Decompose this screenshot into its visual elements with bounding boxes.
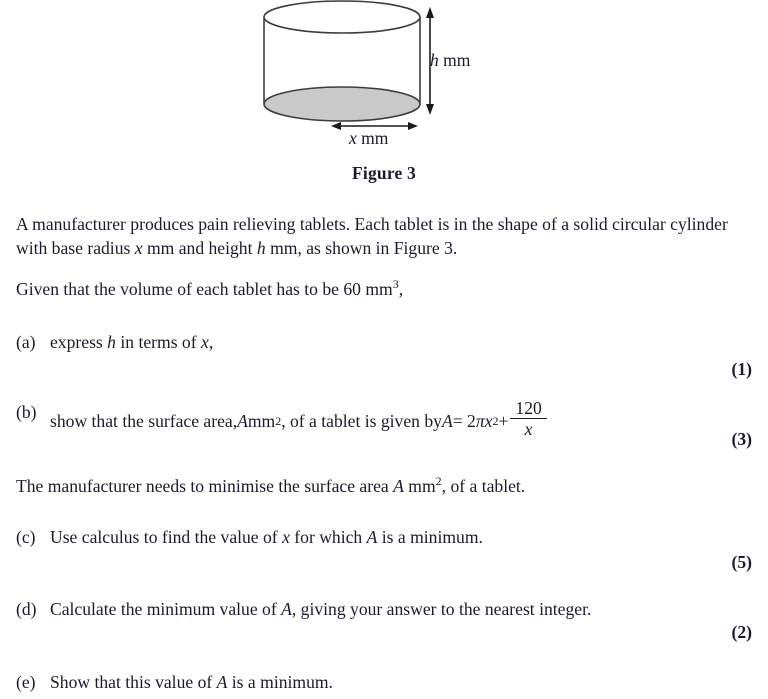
part-a-text (50, 330, 213, 354)
radius-label (349, 130, 388, 148)
question-part-e (16, 670, 333, 694)
minimise-note (16, 474, 756, 498)
part-b-text-1: show that the surface area, (50, 411, 238, 432)
figure-3-diagram (0, 0, 768, 155)
part-d-text-2: , giving your answer to the nearest integer. (291, 599, 592, 619)
height-variable: h (430, 50, 439, 70)
intro-variable-x: x (134, 238, 143, 258)
figure-caption: Figure 3 (352, 163, 416, 183)
part-d-variable-A: A (281, 599, 292, 619)
part-d-text-1: Calculate the minimum value of (50, 599, 282, 619)
minimise-superscript-2: 2 (435, 474, 442, 489)
question-part-b (16, 400, 549, 442)
minimise-text-1: The manufacturer needs to minimise the surface area (16, 476, 394, 496)
given-text: Given that the volume of each tablet has to be 60 mm (16, 279, 393, 299)
part-b-text: show that the surface area, A mm 2 , of a tablet is given by A = 2 π x 2 + $\frac{120}{x}$ (50, 400, 549, 442)
part-c-marks: (5) (731, 552, 752, 572)
intro-line-2a: cylinder with base radius (16, 214, 728, 258)
equation-variable-x: x (484, 411, 493, 432)
part-c-label: (c) (16, 527, 36, 547)
given-superscript: 3 (392, 277, 399, 292)
given-volume-statement (16, 277, 756, 301)
part-e-text (50, 670, 333, 694)
intro-line-2c: mm, as shown in Figure 3. (265, 238, 458, 258)
equation-equals: = 2 (452, 411, 476, 432)
minimise-variable-A: A (393, 476, 404, 496)
part-b-mm: mm (247, 411, 276, 432)
cylinder-base-ellipse (264, 87, 420, 121)
radius-unit-text: mm (361, 128, 389, 148)
fraction-denominator: x (524, 419, 533, 440)
part-a-text-1: express (50, 332, 108, 352)
intro-variable-h: h (256, 238, 266, 258)
part-a-label: (a) (16, 332, 36, 352)
minimise-mm: mm (403, 476, 436, 496)
part-e-variable-A: A (216, 672, 228, 692)
part-c-text-1: Use calculus to find the value of (50, 527, 283, 547)
part-b-variable-A: A (237, 411, 248, 432)
part-a-variable-x: x (201, 332, 209, 352)
height-unit-text: mm (443, 50, 471, 70)
part-c-variable-A: A (366, 527, 378, 547)
question-part-d (16, 597, 591, 621)
part-b-marks: (3) (731, 429, 752, 449)
part-c-text-3: is a minimum. (377, 527, 483, 547)
part-c-variable-x: x (282, 527, 290, 547)
part-a-marks: (1) (731, 359, 752, 379)
part-d-text (50, 597, 591, 621)
part-c-text-2: for which (289, 527, 367, 547)
part-c-text (50, 525, 483, 549)
equation-lhs-A: A (441, 411, 453, 432)
part-e-text-1: Show that this value of (50, 672, 217, 692)
intro-line-2b: mm and height (142, 238, 257, 258)
fraction-numerator: 120 (515, 398, 542, 418)
height-label (430, 52, 470, 70)
question-part-c (16, 525, 483, 549)
intro-paragraph (16, 212, 760, 260)
equation-pi-symbol: π (475, 411, 485, 432)
given-comma: , (398, 279, 404, 299)
intro-line-1: A manufacturer produces pain relieving tablets. Each tablet is in the shape of a solid circular (16, 214, 666, 234)
minimise-text-2: , of a tablet. (441, 476, 526, 496)
part-d-label: (d) (16, 599, 37, 619)
part-a-text-2: in terms of (115, 332, 201, 352)
part-e-text-2: is a minimum. (227, 672, 333, 692)
part-d-marks: (2) (731, 622, 752, 642)
part-b-label: (b) (16, 402, 37, 422)
part-a-text-3: , (208, 332, 214, 352)
part-b-text-2: , of a tablet is given by (281, 411, 442, 432)
cylinder-top-ellipse (264, 1, 420, 33)
equation-plus: + (498, 411, 509, 432)
part-e-label: (e) (16, 672, 36, 692)
part-a-variable-h: h (107, 332, 116, 352)
radius-variable: x (349, 128, 357, 148)
equation-fraction (510, 398, 546, 440)
question-part-a (16, 330, 213, 354)
